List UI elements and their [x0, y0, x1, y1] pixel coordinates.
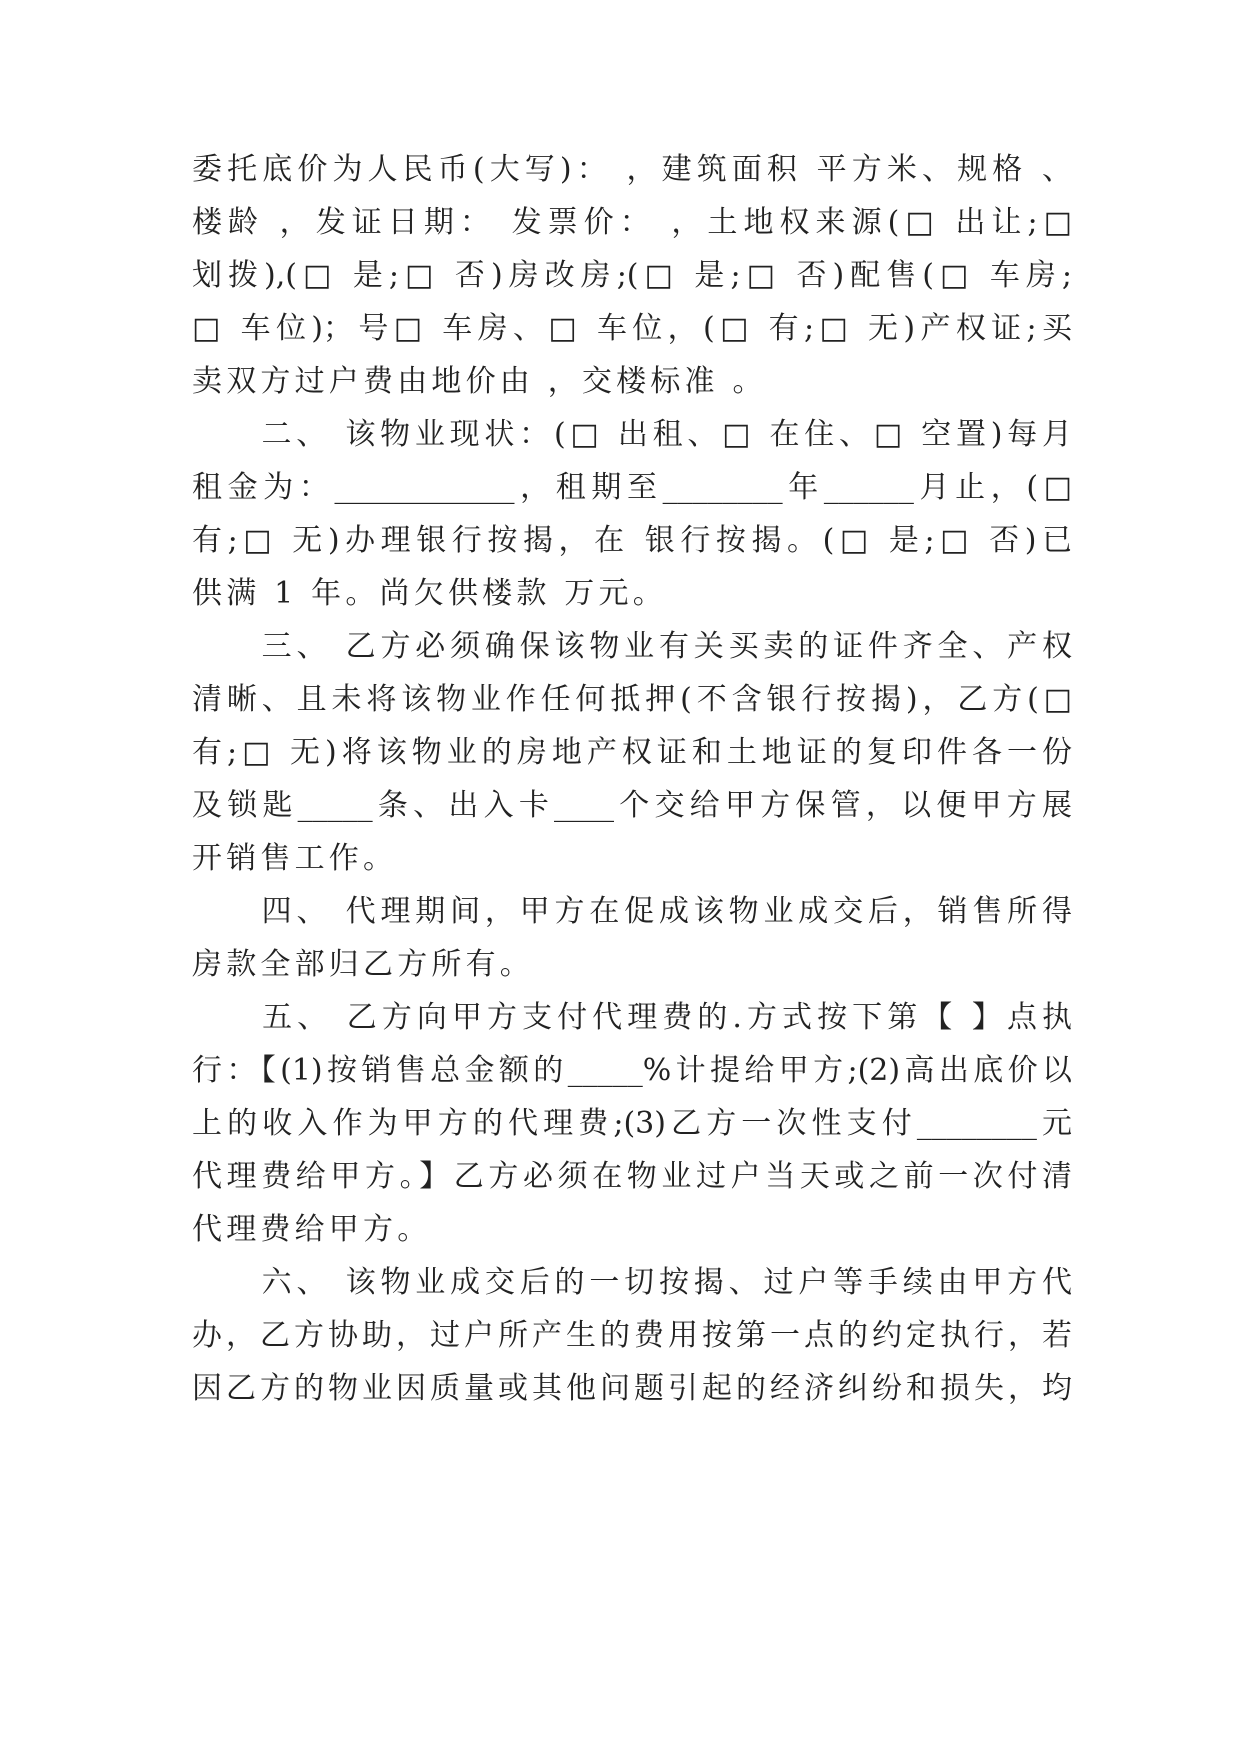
text-line: 开销售工作。: [192, 841, 398, 876]
text-line: 清晰、且未将该物业作任何抵押(不含银行按揭)，乙方(□: [192, 682, 1072, 717]
text-line: 租金为：____________，租期至________年______月止，(□: [192, 470, 1072, 505]
text-line: 及锁匙_____条、出入卡____个交给甲方保管，以便甲方展: [192, 788, 1072, 823]
text-line: 有;□ 无)办理银行按揭，在 银行按揭。(□ 是;□ 否)已: [192, 523, 1072, 558]
text-line: 五、 乙方向甲方支付代理费的.方式按下第【 】点执: [192, 1000, 1072, 1035]
text-line: 有;□ 无)将该物业的房地产权证和土地证的复印件各一份: [192, 735, 1072, 770]
text-line: 代理费给甲方。: [192, 1212, 432, 1247]
text-line: 划拨),(□ 是;□ 否)房改房;(□ 是;□ 否)配售(□ 车房;: [192, 258, 1072, 293]
text-line: 房款全部归乙方所有。: [192, 947, 534, 982]
text-line: 办，乙方协助，过户所产生的费用按第一点的约定执行，若: [192, 1318, 1072, 1353]
text-line: 供满 1 年。尚欠供楼款 万元。: [192, 576, 667, 611]
text-line: 委托底价为人民币(大写)： ，建筑面积 平方米、规格 、: [192, 152, 1072, 187]
text-line: □ 车位)；号□ 车房、□ 车位，(□ 有;□ 无)产权证;买: [192, 311, 1072, 346]
text-line: 二、 该物业现状：(□ 出租、□ 在住、□ 空置)每月: [192, 417, 1072, 452]
text-line: 四、 代理期间，甲方在促成该物业成交后，销售所得: [192, 894, 1072, 929]
text-line: 卖双方过户费由地价由 ，交楼标准 。: [192, 364, 767, 399]
text-line: 上的收入作为甲方的代理费;(3)乙方一次性支付________元: [192, 1106, 1072, 1141]
text-line: 三、 乙方必须确保该物业有关买卖的证件齐全、产权: [192, 629, 1072, 664]
text-line: 因乙方的物业因质量或其他问题引起的经济纠纷和损失，均: [192, 1371, 1072, 1406]
text-line: 六、 该物业成交后的一切按揭、过户等手续由甲方代: [192, 1265, 1072, 1300]
text-line: 行：【(1)按销售总金额的_____%计提给甲方;(2)高出底价以: [192, 1053, 1072, 1088]
text-line: 代理费给甲方。】乙方必须在物业过户当天或之前一次付清: [192, 1159, 1072, 1194]
text-line: 楼龄 ，发证日期： 发票价： ，土地权来源(□ 出让;□: [192, 205, 1072, 240]
